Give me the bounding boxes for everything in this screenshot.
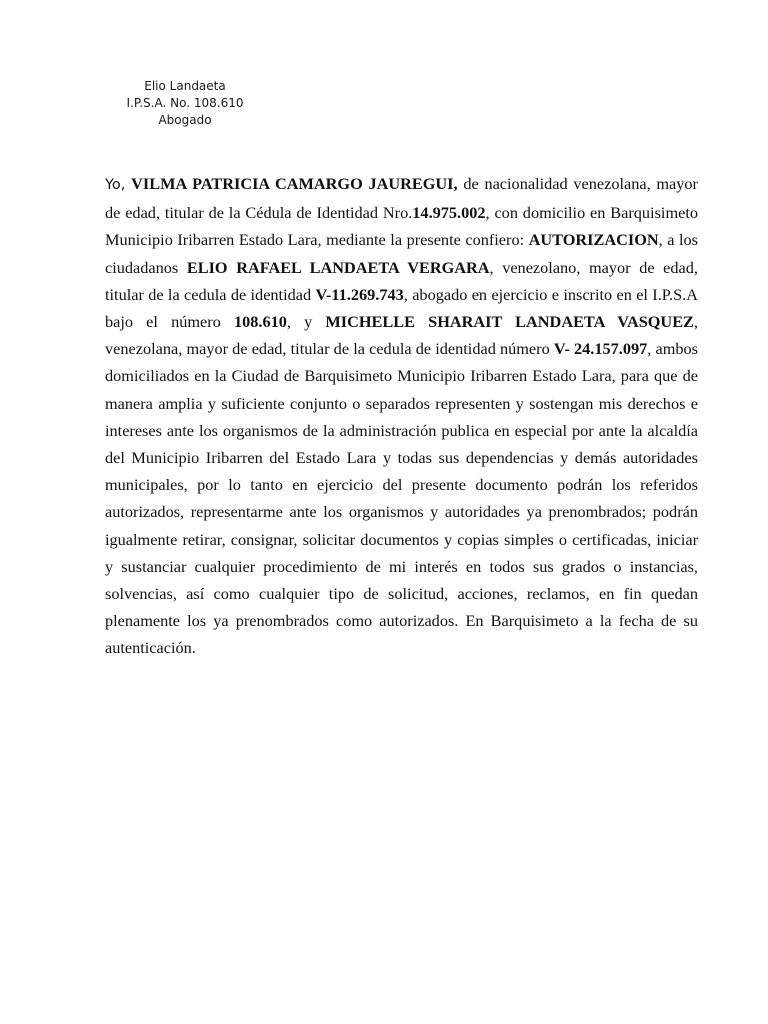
ipsa-number: 108.610	[233, 312, 287, 332]
authorized-id-1: V-11.269.743	[315, 284, 404, 304]
text-segment: , con domicilio en Barquisimeto Municipio Iribarren Estado Lara, mediante la presente confiero:	[105, 203, 698, 250]
authorization-text	[105, 170, 698, 662]
grantor-name: VILMA PATRICIA CAMARGO JAUREGUI,	[131, 174, 458, 193]
letterhead-name: Elio Landaeta	[144, 79, 226, 93]
grantor-id-number: 14.975.002	[412, 203, 486, 223]
authorization-paragraph	[105, 170, 698, 662]
letterhead-title: Abogado	[158, 113, 212, 127]
text-segment: , y	[286, 312, 326, 332]
text-segment: , ambos domiciliados en la Ciudad de Barquisimeto Municipio Iribarren Estado Lara, para que de manera amplia y suficiente conjunto o separados representen y sostengan mis derechos e intereses ante los organismos de la administración publica en especial por ante la alcaldía del Municipio Iribarren del Estado Lara y todas sus dependencias y demás autoridades municipales, por lo tanto en ejercicio del presente documento podrán los referidos autorizados, representarme ante los organismos y autoridades ya prenombrados; podrán igualmente retirar, consignar, solicitar documentos y copias simples o certificadas, iniciar y sustanciar cualquier procedimiento de mi interés en todos sus grados o instancias, solvencias, así como cualquier tipo de solicitud, acciones, reclamos, en fin quedan plenamente los ya prenombrados como autorizados. En Barquisimeto a la fecha de su autenticación.	[105, 339, 698, 658]
authorized-id-2: V- 24.157.097	[553, 339, 648, 359]
text-segment: , abogado en ejercicio e inscrito en el I.P.S.A bajo el número	[105, 284, 698, 332]
authorization-keyword: AUTORIZACION	[528, 230, 659, 250]
letterhead	[110, 78, 260, 129]
text-segment: Yo,	[105, 177, 126, 193]
text-segment: , a los ciudadanos	[105, 230, 698, 277]
text-segment: de nacionalidad venezolana, mayor de edad, titular de la Cédula de Identidad Nro.	[105, 174, 698, 223]
authorized-name-2: MICHELLE SHARAIT LANDAETA VASQUEZ	[325, 312, 694, 332]
letterhead-registration: I.P.S.A. No. 108.610	[126, 96, 244, 110]
authorized-name-1: ELIO RAFAEL LANDAETA VERGARA	[186, 257, 490, 277]
text-segment: , venezolana, mayor de edad, titular de la cedula de identidad número	[105, 312, 698, 359]
text-segment: , venezolano, mayor de edad, titular de la cedula de identidad	[105, 257, 698, 304]
